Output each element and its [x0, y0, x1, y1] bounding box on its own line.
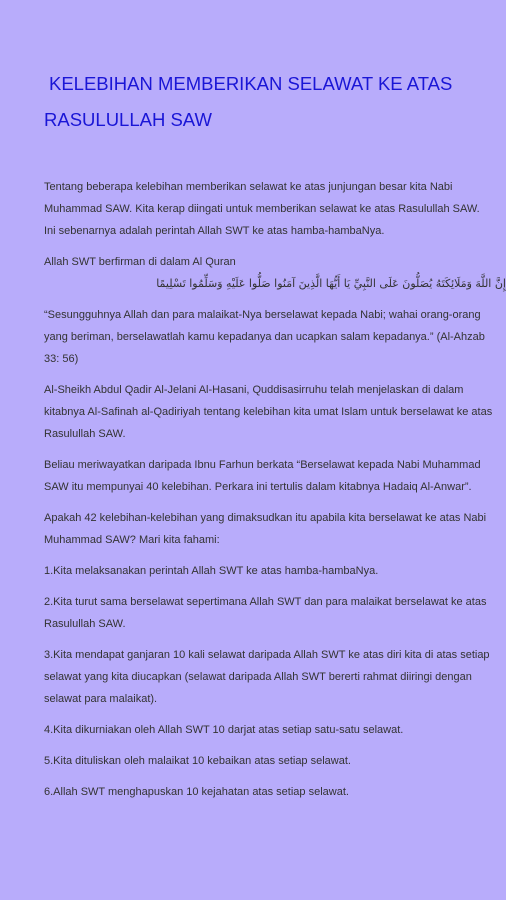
- text-line: “Sesungguhnya Allah dan para malaikat-Nya berselawat kepada Nabi; wahai orang-orang: [44, 309, 481, 321]
- paragraph-translation: [44, 304, 506, 370]
- page-title-line-1: KELEBIHAN MEMBERIKAN SELAWAT KE ATAS: [49, 73, 453, 94]
- text-line: 5.Kita dituliskan oleh malaikat 10 kebaikan atas setiap selawat.: [44, 755, 351, 767]
- text-line: yang beriman, berselawatlah kamu kepadanya dan ucapkan salam kepadanya.” (Al-Ahzab: [44, 331, 485, 343]
- list-item-6: [44, 781, 506, 803]
- text-line: 3.Kita mendapat ganjaran 10 kali selawat daripada Allah SWT ke atas diri kita di atas setiap: [44, 649, 490, 661]
- paragraph-ibnu-farhun: [44, 454, 506, 498]
- text-line: Apakah 42 kelebihan-kelebihan yang dimaksudkan itu apabila kita berselawat ke atas Nabi: [44, 512, 487, 524]
- text-line: Muhammad SAW? Mari kita fahami:: [44, 534, 220, 546]
- text-line: Rasulullah SAW.: [44, 428, 126, 440]
- page-title: [44, 66, 506, 138]
- text-line: Muhammad SAW. Kita kerap diingati untuk memberikan selawat ke atas Rasulullah SAW.: [44, 203, 480, 215]
- article-body: [44, 176, 506, 812]
- list-item-5: [44, 750, 506, 772]
- text-line: Rasulullah SAW.: [44, 618, 126, 630]
- list-item-4: [44, 719, 506, 741]
- list-item-3: [44, 644, 506, 710]
- text-line: kitabnya Al-Safinah al-Qadiriyah tentang kelebihan kita umat Islam untuk berselawat ke atas: [44, 406, 493, 418]
- text-line: selawat yang kita diucapkan (selawat daripada Allah SWT bererti rahmat diiringi dengan: [44, 671, 472, 683]
- text-line: Allah SWT berfirman di dalam Al Quran: [44, 256, 236, 268]
- text-line: Al-Sheikh Abdul Qadir Al-Jelani Al-Hasani, Quddisasirruhu telah menjelaskan di dalam: [44, 384, 464, 396]
- paragraph-quran-intro: [44, 251, 506, 295]
- text-line: selawat para malaikat).: [44, 693, 158, 705]
- paragraph-intro: [44, 176, 506, 242]
- text-line: 6.Allah SWT menghapuskan 10 kejahatan atas setiap selawat.: [44, 786, 349, 798]
- list-item-1: [44, 560, 506, 582]
- text-line: Ini sebenarnya adalah perintah Allah SWT ke atas hamba-hambaNya.: [44, 225, 385, 237]
- text-line: 33: 56): [44, 353, 79, 365]
- paragraph-sheikh: [44, 379, 506, 445]
- text-line: Tentang beberapa kelebihan memberikan selawat ke atas junjungan besar kita Nabi: [44, 181, 453, 193]
- text-line: 1.Kita melaksanakan perintah Allah SWT ke atas hamba-hambaNya.: [44, 565, 379, 577]
- text-line: Beliau meriwayatkan daripada Ibnu Farhun berkata “Berselawat kepada Nabi Muhammad: [44, 459, 481, 471]
- paragraph-question: [44, 507, 506, 551]
- text-line: 4.Kita dikurniakan oleh Allah SWT 10 darjat atas setiap satu-satu selawat.: [44, 724, 404, 736]
- page-title-line-2: RASULULLAH SAW: [44, 109, 212, 130]
- text-line: SAW itu mempunyai 40 kelebihan. Perkara ini tertulis dalam kitabnya Hadaiq Al-Anwar”.: [44, 481, 472, 493]
- arabic-verse: إِنَّ اللَّهَ وَمَلَائِكَتَهُ يُصَلُّونَ عَلَى النَّبِيِّ يَا أَيُّهَا الَّذِينَ آمَنُوا صَلُّوا عَلَيْهِ وَسَلِّمُوا تَسْلِيمًا: [156, 277, 506, 290]
- text-line: 2.Kita turut sama berselawat sepertimana Allah SWT dan para malaikat berselawat ke atas: [44, 596, 487, 608]
- list-item-2: [44, 591, 506, 635]
